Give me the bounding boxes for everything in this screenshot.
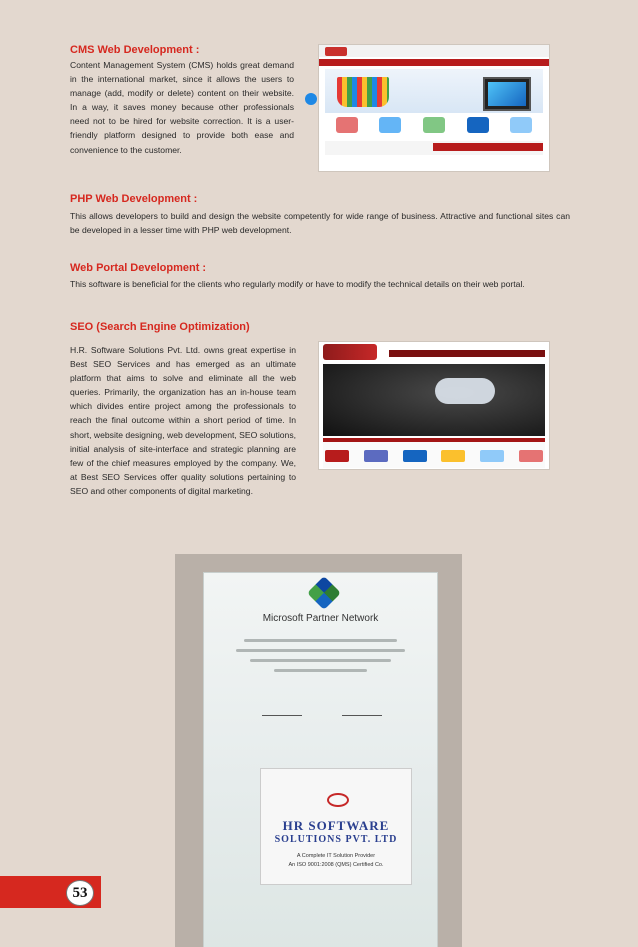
cms-banner [325, 69, 543, 113]
cms-topbar [319, 45, 549, 57]
award-text-line [250, 659, 391, 662]
cms-logo [325, 47, 347, 56]
client-logo-1 [325, 450, 349, 462]
company-name-line2: SOLUTIONS PVT. LTD [274, 834, 398, 845]
cms-heading: CMS Web Development : [70, 44, 200, 56]
glass-award [203, 572, 438, 947]
seo-website-screenshot [318, 341, 550, 470]
cms-icon-row [325, 117, 543, 137]
seo-icon [467, 117, 489, 133]
cms-text: Content Management System (CMS) holds great demand in the international market, since it allows the users to manage (add, modify or delete) content on their website. In a way, it saves money because other professionals need not to be hired for website correction. It is a user-friendly platform designed to provide both ease and convenience to the customer. [70, 60, 294, 155]
seo-nav-bar [389, 350, 545, 357]
seo-heading: SEO (Search Engine Optimization) [70, 321, 250, 333]
client-logo-4 [441, 450, 465, 462]
wordpress-icon [379, 117, 401, 133]
seo-text: H.R. Software Solutions Pvt. Ltd. owns great expertise in Best SEO Services and has emerged as an ultimate platform that aims to solve and eliminate all the web queries. Primarily, the organization has an in-house team which divides entire project among the professionals to reach the final outcome within a short period of time. In short, website designing, web development, SEO solutions, initial analysis of site-interface and strategic planning are few of the chief measures employed by the company. We, at Best SEO Services offer quality solutions pertaining to SEO and other components of digital marketing. [70, 345, 296, 496]
portal-heading: Web Portal Development : [70, 262, 207, 274]
signature-left [262, 703, 302, 716]
client-logo-5 [480, 450, 504, 462]
company-tagline: A Complete IT Solution Provider [296, 853, 376, 859]
cms-footer [325, 141, 543, 155]
award-text-line [236, 649, 405, 652]
clients-strip [323, 438, 545, 468]
signature-right [342, 703, 382, 716]
cms-green-icon [423, 117, 445, 133]
partner-star-icon [307, 576, 341, 610]
company-name-line1: HR SOFTWARE [282, 818, 390, 833]
award-title: Microsoft Partner Network [262, 613, 379, 624]
cloud-icon [435, 378, 495, 404]
seo-banner [323, 364, 545, 436]
client-logo-6 [519, 450, 543, 462]
best-seo-logo [323, 344, 377, 360]
globe-icon [510, 117, 532, 133]
joomla-icon [336, 117, 358, 133]
company-logo-icon [327, 793, 349, 807]
award-text-line [274, 669, 367, 672]
pencils-image [337, 77, 389, 107]
client-logo-3 [403, 450, 427, 462]
monitor-image [483, 77, 531, 111]
php-heading: PHP Web Development : [70, 193, 198, 205]
award-text-line [244, 639, 397, 642]
cms-website-screenshot [318, 44, 550, 172]
portal-text: This software is beneficial for the clients who regularly modify or have to modify the technical details on their web portal. [70, 279, 525, 289]
browser-icon [305, 93, 317, 105]
php-text: This allows developers to build and design the website competently for wide range of business. Attractive and functional sites can be developed in a lesser time with PHP web development. [70, 211, 570, 236]
partner-award-photo [175, 554, 462, 947]
cms-nav-bar [319, 59, 549, 66]
company-iso: An ISO 9001:2008 (QMS) Certified Co. [288, 862, 384, 868]
client-logo-2 [364, 450, 388, 462]
page-number: 53 [66, 880, 94, 906]
seo-header [319, 342, 549, 362]
company-card [260, 768, 412, 885]
